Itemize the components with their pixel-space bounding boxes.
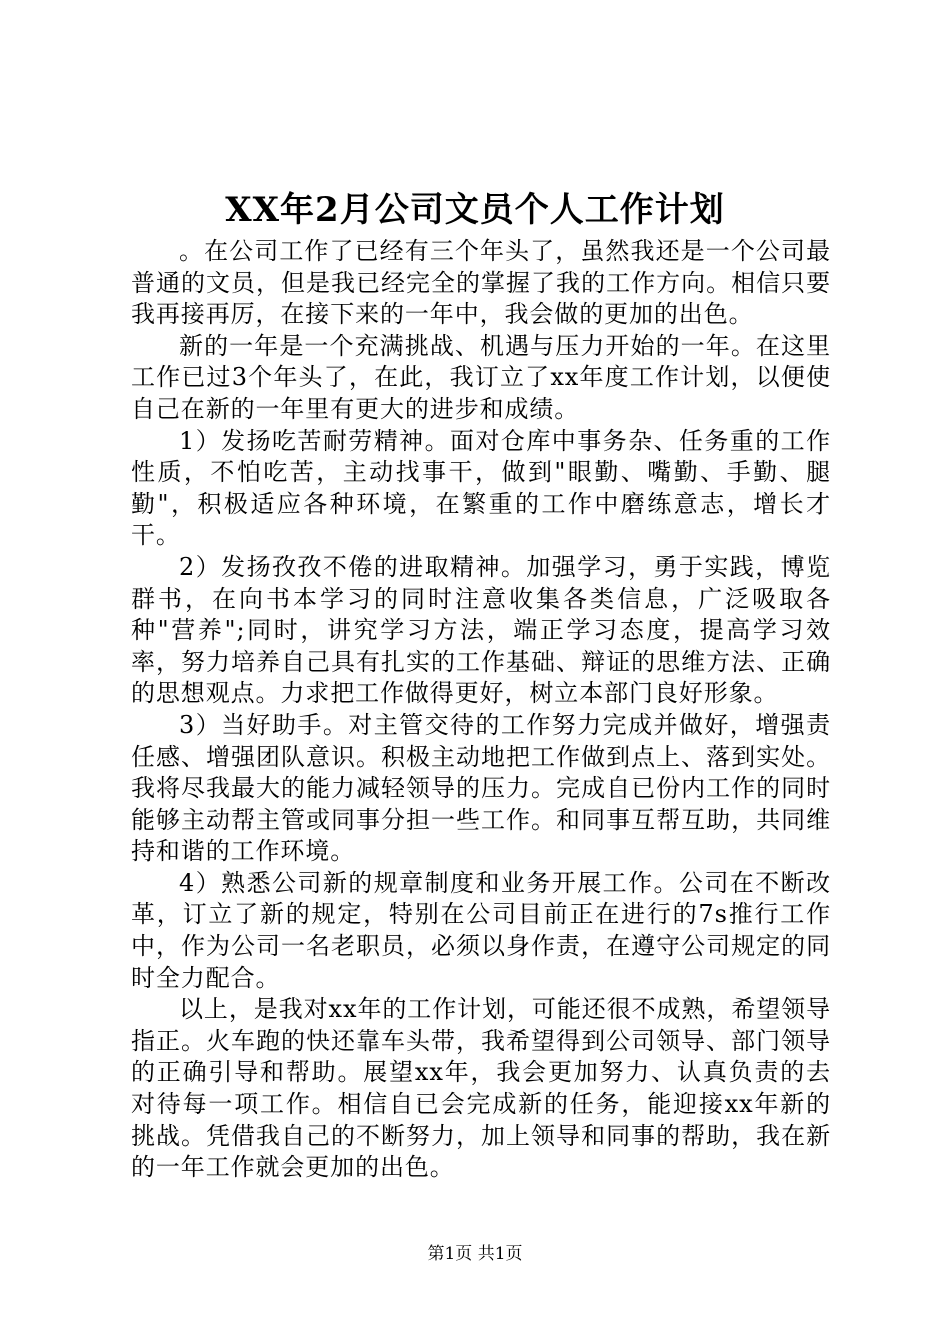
document-title: XX年2月公司文员个人工作计划 bbox=[225, 190, 725, 230]
page-number-footer: 第1页 共1页 bbox=[427, 1244, 523, 1264]
paragraph-new-year: 新的一年是一个充满挑战、机遇与压力开始的一年。在这里工作已过3个年头了，在此，我订立了xx年度工作计划，以便使自己在新的一年里有更大的进步和成绩。 bbox=[131, 331, 831, 423]
paragraph-intro: 。在公司工作了已经有三个年头了，虽然我还是一个公司最普通的文员，但是我已经完全的掌握了我的工作方向。相信只要我再接再厉，在接下来的一年中，我会做的更加的出色。 bbox=[131, 237, 831, 329]
paragraph-point-1: 1）发扬吃苦耐劳精神。面对仓库中事务杂、任务重的工作性质，不怕吃苦，主动找事干，做到"眼勤、嘴勤、手勤、腿勤"，积极适应各种环境，在繁重的工作中磨练意志，增长才干。 bbox=[131, 426, 831, 550]
paragraph-conclusion: 以上，是我对xx年的工作计划，可能还很不成熟，希望领导指正。火车跑的快还靠车头带，我希望得到公司领导、部门领导的正确引导和帮助。展望xx年，我会更加努力、认真负责的去对待每一项工作。相信自已会完成新的任务，能迎接xx年新的挑战。凭借我自己的不断努力，加上领导和同事的帮助，我在新的一年工作就会更加的出色。 bbox=[131, 995, 831, 1182]
paragraph-point-4: 4）熟悉公司新的规章制度和业务开展工作。公司在不断改革，订立了新的规定，特别在公司目前正在进行的7s推行工作中，作为公司一名老职员，必须以身作责，在遵守公司规定的同时全力配合。 bbox=[131, 868, 831, 992]
paragraph-point-2: 2）发扬孜孜不倦的进取精神。加强学习，勇于实践，博览群书，在向书本学习的同时注意收集各类信息，广泛吸取各种"营养";同时，讲究学习方法，端正学习态度，提高学习效率，努力培养自己具有扎实的工作基础、辩证的思维方法、正确的思想观点。力求把工作做得更好，树立本部门良好形象。 bbox=[131, 552, 831, 708]
document-body bbox=[131, 236, 831, 1184]
paragraph-point-3: 3）当好助手。对主管交待的工作努力完成并做好，增强责任感、增强团队意识。积极主动地把工作做到点上、落到实处。我将尽我最大的能力减轻领导的压力。完成自已份内工作的同时能够主动帮主管或同事分担一些工作。和同事互帮互助，共同维持和谐的工作环境。 bbox=[131, 710, 831, 866]
